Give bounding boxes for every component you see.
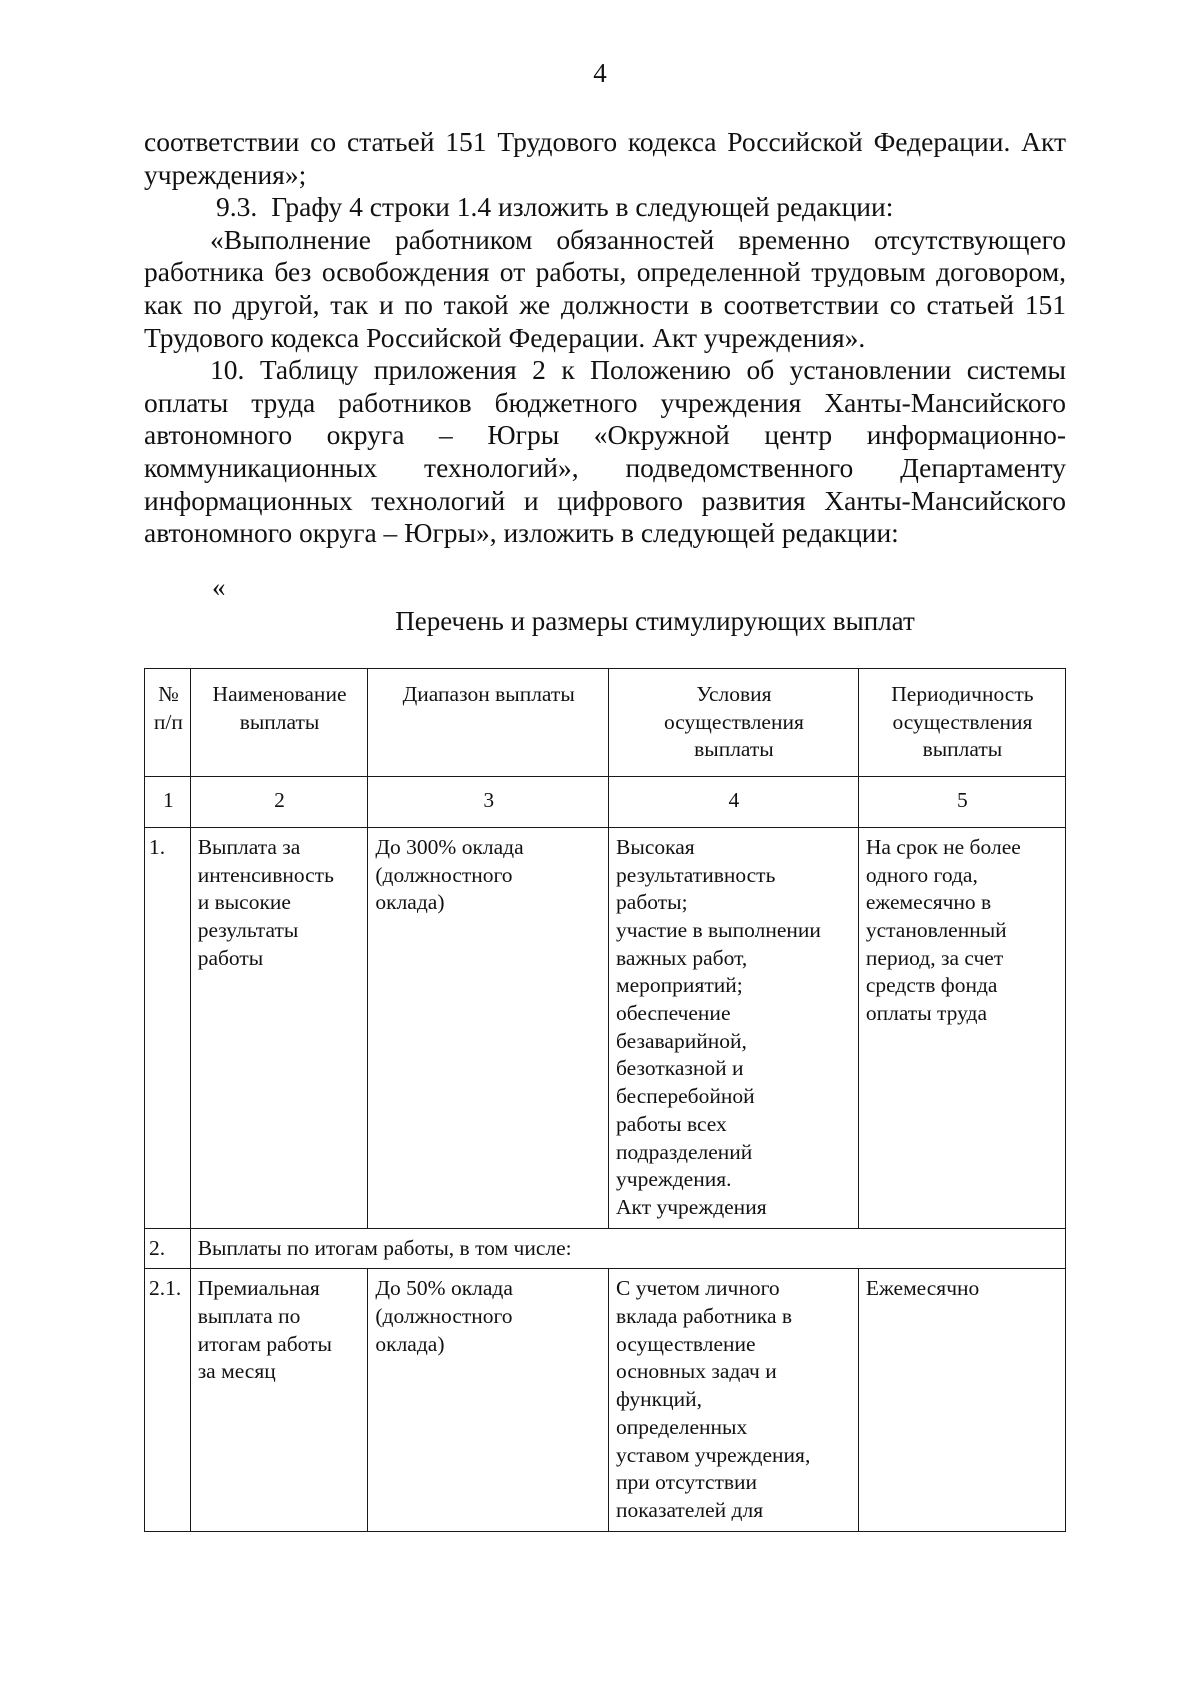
payment-periodicity-cell: На срок не более одного года, ежемесячно в установленный период, за счет средств фонда оплаты труда (858, 827, 1065, 1228)
payments-table (144, 668, 1066, 1532)
table-title: Перечень и размеры стимулирующих выплат (395, 606, 915, 636)
header-cell-periodicity: Периодичность осуществления выплаты (858, 669, 1065, 777)
column-number-cell: 3 (368, 777, 609, 828)
header-cell-conditions: Условия осуществления выплаты (609, 669, 859, 777)
table-row (145, 827, 1066, 1228)
payment-conditions-cell: С учетом личного вклада работника в осуществление основных задач и функций, определенных уставом учреждения, при отсутствии показателей для (609, 1269, 859, 1531)
payment-range-cell: До 300% оклада (должностного оклада) (368, 827, 609, 1228)
payment-range-cell: До 50% оклада (должностного оклада) (368, 1269, 609, 1531)
column-number-row (145, 777, 1066, 828)
column-number-cell: 5 (858, 777, 1065, 828)
payment-conditions-cell: Высокая результативность работы; участие в выполнении важных работ, мероприятий; обеспечение безаварийной, безотказной и бесперебойной работы всех подразделений учреждения. Акт учреждения (609, 827, 859, 1228)
body-text (144, 126, 1066, 550)
column-number-cell: 2 (190, 777, 368, 828)
payment-name-cell: Выплата за интенсивность и высокие результаты работы (190, 827, 368, 1228)
section-heading-cell: Выплаты по итогам работы, в том числе: (190, 1228, 1065, 1269)
page-number: 4 (593, 58, 607, 88)
header-cell-range: Диапазон выплаты (368, 669, 609, 777)
header-cell-name: Наименование выплаты (190, 669, 368, 777)
paragraph-continuation: соответствии со статьей 151 Трудового кодекса Российской Федерации. Акт учреждения»; (144, 126, 1066, 190)
payment-name-cell: Премиальная выплата по итогам работы за месяц (190, 1269, 368, 1531)
paragraph-9-3 (144, 191, 1066, 224)
clause-number: 9.3. (216, 191, 258, 223)
opening-quote-mark: « (212, 572, 226, 602)
row-number-cell: 2.1. (145, 1269, 191, 1531)
row-number-cell: 1. (145, 827, 191, 1228)
payment-periodicity-cell: Ежемесячно (858, 1269, 1065, 1531)
table-header-row (145, 669, 1066, 777)
header-cell-number: № п/п (145, 669, 191, 777)
row-number-cell: 2. (145, 1228, 191, 1269)
clause-text: Графу 4 строки 1.4 изложить в следующей редакции: (271, 191, 894, 223)
column-number-cell: 4 (609, 777, 859, 828)
paragraph-quote-text: «Выполнение работником обязанностей временно отсутствующего работника без освобождения от работы, определенной трудовым договором, как по другой, так и по такой же должности в соответствии со статьей 151 Трудового кодекса Российской Федерации. Акт учреждения». (144, 223, 1066, 353)
paragraph-10: 10. Таблицу приложения 2 к Положению об установлении системы оплаты труда работников бюджетного учреждения Ханты-Мансийского автономного округа – Югры «Окружной центр информационно-коммуникационных технологий», подведомственного Департаменту информационных технологий и цифрового развития Ханты-Мансийского автономного округа – Югры», изложить в следующей редакции: (144, 354, 1066, 549)
table-row (145, 1228, 1066, 1269)
table-row (145, 1269, 1066, 1531)
column-number-cell: 1 (145, 777, 191, 828)
